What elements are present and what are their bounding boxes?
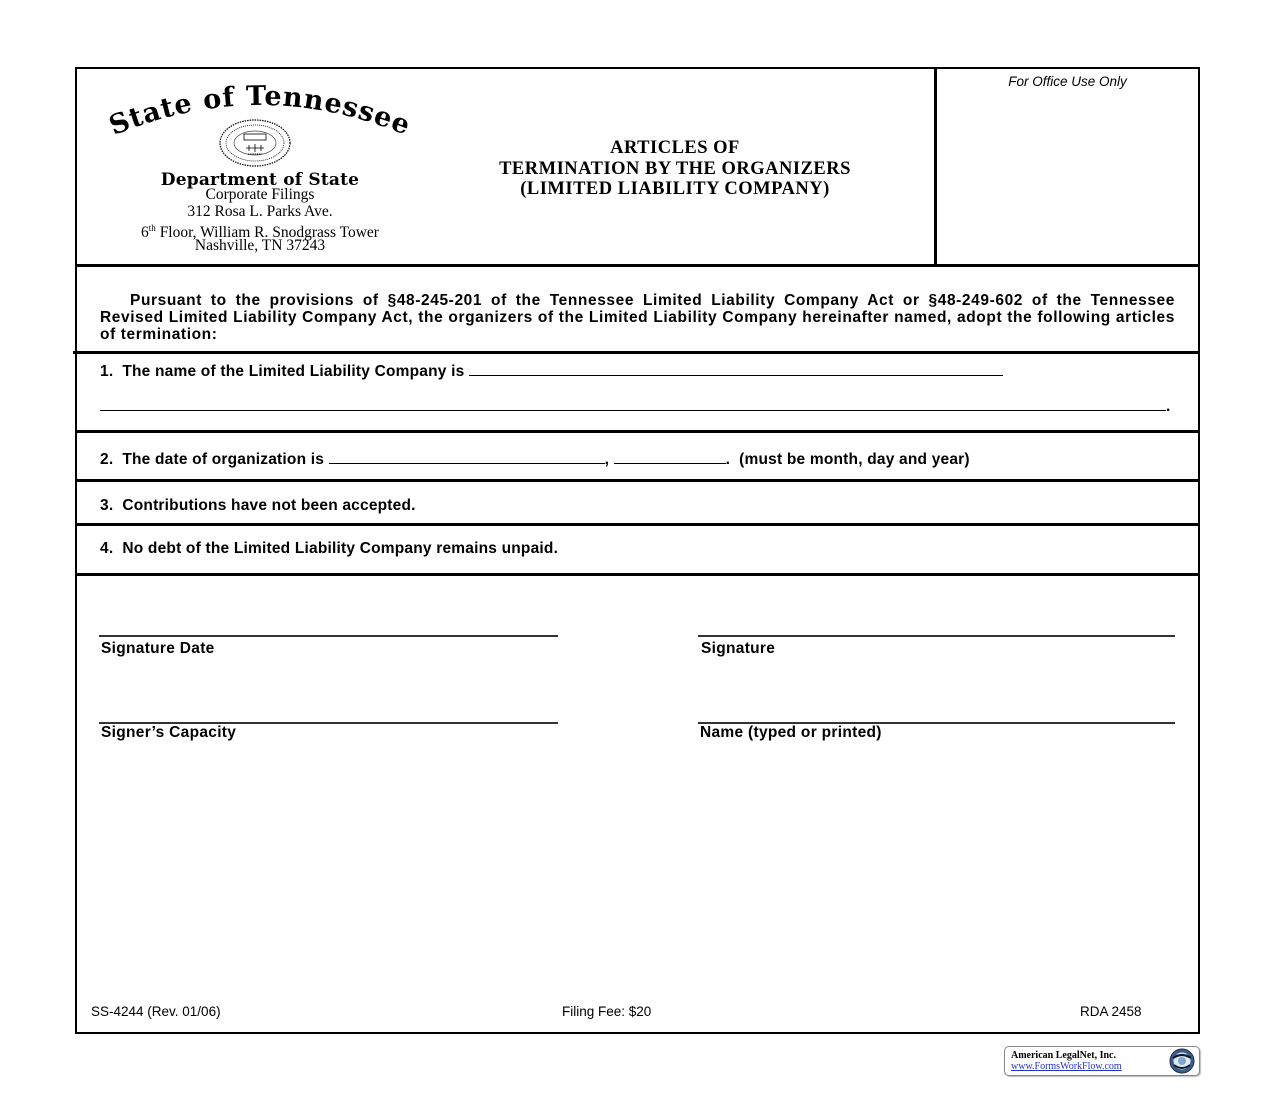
section-rule — [75, 430, 1200, 433]
state-seal-icon — [218, 118, 292, 168]
rda-number: RDA 2458 — [1080, 1004, 1142, 1019]
form-title-line: TERMINATION BY THE ORGANIZERS — [499, 158, 851, 179]
form-number: SS-4244 (Rev. 01/06) — [91, 1004, 221, 1019]
item-1: 1. The name of the Limited Liability Company is — [100, 361, 1003, 381]
signers-capacity-label: Signer’s Capacity — [101, 724, 237, 741]
section-rule — [75, 479, 1200, 482]
section-rule — [75, 264, 1200, 267]
address-line: 6th Floor, William R. Snodgrass Tower — [141, 223, 379, 242]
address-line: Nashville, TN 37243 — [194, 237, 326, 254]
address-line: Corporate Filings — [205, 186, 315, 203]
form-title — [440, 138, 910, 200]
item-2: 2. The date of organization is , . (must be month, day and year) — [100, 451, 970, 468]
department-name: Department of State — [160, 170, 360, 190]
llc-name-field-line2[interactable] — [100, 396, 1166, 411]
office-use-box — [940, 95, 1195, 260]
item-1-continued: . — [100, 396, 1171, 416]
section-rule — [75, 523, 1200, 526]
svg-text:State of Tennessee: State of Tennessee — [104, 84, 416, 142]
form-title-line: (LIMITED LIABILITY COMPANY) — [520, 179, 830, 199]
globe-logo-icon — [1169, 1048, 1195, 1074]
section-rule — [73, 351, 1198, 354]
address-line: 312 Rosa L. Parks Ave. — [187, 203, 333, 220]
legalnet-url-link[interactable]: www.FormsWorkFlow.com — [1011, 1061, 1122, 1072]
legalnet-badge[interactable] — [1004, 1046, 1200, 1076]
office-use-label: For Office Use Only — [1008, 74, 1127, 89]
filing-fee: Filing Fee: $20 — [562, 1004, 652, 1019]
item-3: 3. Contributions have not been accepted. — [100, 497, 416, 514]
signature-field[interactable] — [698, 635, 1175, 637]
organization-date-field[interactable] — [329, 449, 605, 464]
organization-year-field[interactable] — [614, 449, 726, 464]
name-label: Name (typed or printed) — [700, 724, 882, 741]
section-rule — [75, 573, 1200, 576]
form-title-line: ARTICLES OF — [610, 138, 740, 158]
item-4: 4. No debt of the Limited Liability Company remains unpaid. — [100, 540, 559, 557]
preamble-text: Pursuant to the provisions of §48-245-201 of the Tennessee Limited Liability Company Act or §48-249-602 of the Tennessee Revised Limited Liability Company Act, the organizers of the Limited Liability Company hereinafter named, adopt the following articles of termination: — [100, 292, 1175, 343]
signature-label: Signature — [701, 640, 776, 657]
signature-date-label: Signature Date — [101, 640, 215, 657]
signature-date-field[interactable] — [99, 635, 558, 637]
legalnet-company: American LegalNet, Inc. — [1011, 1050, 1116, 1061]
llc-name-field-line1[interactable] — [469, 361, 1003, 376]
header-divider — [934, 67, 937, 265]
